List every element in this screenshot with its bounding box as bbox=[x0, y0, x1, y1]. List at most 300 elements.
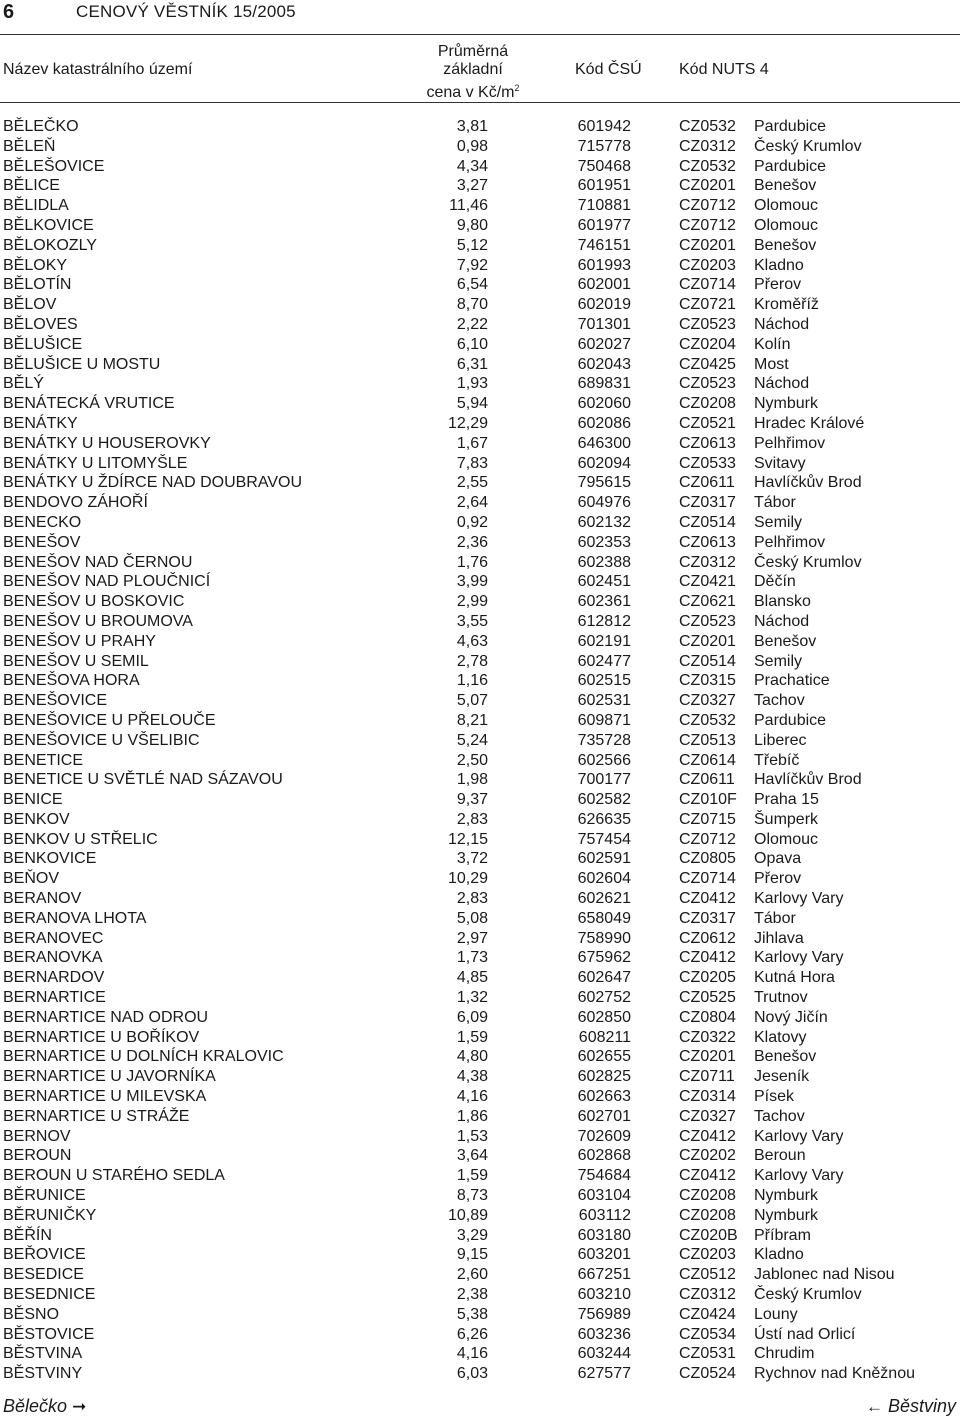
publication-title: CENOVÝ VĚSTNÍK 15/2005 bbox=[76, 2, 296, 21]
page-header bbox=[0, 0, 960, 24]
cell-name: BEŘOVICE bbox=[3, 1246, 86, 1264]
cell-district: Český Krumlov bbox=[754, 553, 862, 571]
cell-name: BERNARTICE U STRÁŽE bbox=[3, 1107, 190, 1125]
table-row bbox=[0, 1344, 960, 1364]
cell-nuts-code: CZ0524 bbox=[679, 1365, 736, 1383]
table-row bbox=[0, 414, 960, 434]
cell-price: 1,32 bbox=[456, 989, 488, 1007]
cell-name: BERNARTICE bbox=[3, 989, 106, 1007]
cell-price: 6,10 bbox=[456, 335, 488, 353]
cell-district: Náchod bbox=[754, 612, 810, 630]
table-row bbox=[0, 849, 960, 869]
table-row bbox=[0, 810, 960, 830]
column-header-price bbox=[410, 43, 536, 102]
cell-price: 9,15 bbox=[456, 1246, 488, 1264]
cell-name: BENEŠOV U PRAHY bbox=[3, 632, 156, 650]
table-row bbox=[0, 1008, 960, 1028]
cell-name: BERANOVEC bbox=[3, 929, 104, 947]
cell-price: 1,73 bbox=[456, 949, 488, 967]
cell-name: BENÁTECKÁ VRUTICE bbox=[3, 395, 175, 413]
cell-name: BERANOV bbox=[3, 890, 82, 908]
table-row bbox=[0, 790, 960, 810]
cell-district: Tachov bbox=[754, 692, 805, 710]
table-row bbox=[0, 1107, 960, 1127]
cell-name: BERNARTICE NAD ODROU bbox=[3, 1008, 209, 1026]
cell-nuts-code: CZ0531 bbox=[679, 1345, 736, 1363]
cell-nuts-code: CZ0715 bbox=[679, 810, 736, 828]
cell-csu-code: 735728 bbox=[577, 731, 631, 749]
cell-csu-code: 603201 bbox=[577, 1246, 631, 1264]
table-row bbox=[0, 929, 960, 949]
price-unit-exponent: 2 bbox=[514, 83, 520, 93]
cell-district: Přerov bbox=[754, 276, 802, 294]
cell-csu-code: 603244 bbox=[577, 1345, 631, 1363]
cell-district: Havlíčkův Brod bbox=[754, 474, 862, 492]
cell-price: 10,89 bbox=[447, 1206, 488, 1224]
cell-csu-code: 603236 bbox=[577, 1325, 631, 1343]
price-table bbox=[0, 117, 960, 1384]
cell-name: BENEŠOV NAD ČERNOU bbox=[3, 553, 193, 571]
column-header-price-line2: základní bbox=[443, 61, 503, 78]
cell-name: BENKOV U STŘELIC bbox=[3, 830, 158, 848]
cell-csu-code: 689831 bbox=[577, 375, 631, 393]
footer-first-entry bbox=[3, 1394, 86, 1419]
table-row bbox=[0, 216, 960, 236]
arrow-right-icon: ➞ bbox=[72, 1397, 87, 1416]
table-row bbox=[0, 1285, 960, 1305]
cell-district: Opava bbox=[754, 850, 802, 868]
cell-csu-code: 603210 bbox=[577, 1286, 631, 1304]
cell-price: 3,29 bbox=[456, 1226, 488, 1244]
cell-csu-code: 602582 bbox=[577, 791, 631, 809]
table-row bbox=[0, 137, 960, 157]
cell-csu-code: 602043 bbox=[577, 355, 631, 373]
cell-nuts-code: CZ0525 bbox=[679, 989, 736, 1007]
cell-price: 8,21 bbox=[456, 711, 488, 729]
cell-district: Klatovy bbox=[754, 1028, 807, 1046]
cell-nuts-code: CZ0521 bbox=[679, 414, 736, 432]
cell-district: Rychnov nad Kněžnou bbox=[754, 1365, 915, 1383]
cell-name: BĚLOTÍN bbox=[3, 276, 72, 294]
table-row bbox=[0, 1047, 960, 1067]
cell-name: BĚLIDLA bbox=[3, 197, 69, 215]
cell-csu-code: 700177 bbox=[577, 771, 631, 789]
cell-csu-code: 602515 bbox=[577, 672, 631, 690]
cell-price: 2,55 bbox=[456, 474, 488, 492]
cell-nuts-code: CZ0322 bbox=[679, 1028, 736, 1046]
cell-name: BERNARTICE U JAVORNÍKA bbox=[3, 1068, 216, 1086]
cell-csu-code: 608211 bbox=[578, 1028, 631, 1046]
table-row bbox=[0, 236, 960, 256]
table-row bbox=[0, 176, 960, 196]
cell-district: Havlíčkův Brod bbox=[754, 771, 862, 789]
table-row bbox=[0, 1067, 960, 1087]
table-row bbox=[0, 652, 960, 672]
cell-name: BENDOVO ZÁHOŘÍ bbox=[3, 494, 148, 512]
cell-price: 1,16 bbox=[456, 672, 488, 690]
table-row bbox=[0, 711, 960, 731]
cell-name: BĚLOV bbox=[3, 296, 57, 314]
cell-nuts-code: CZ0523 bbox=[679, 315, 736, 333]
cell-district: Semily bbox=[754, 652, 803, 670]
cell-price: 12,29 bbox=[447, 414, 488, 432]
cell-name: BENEŠOVICE U VŠELIBIC bbox=[3, 731, 200, 749]
cell-name: BERNOV bbox=[3, 1127, 71, 1145]
cell-nuts-code: CZ0512 bbox=[679, 1266, 736, 1284]
table-row bbox=[0, 572, 960, 592]
table-row bbox=[0, 157, 960, 177]
cell-nuts-code: CZ0421 bbox=[679, 573, 736, 591]
column-header-price-line1: Průměrná bbox=[437, 43, 509, 60]
cell-district: Nymburk bbox=[754, 1206, 819, 1224]
cell-price: 2,78 bbox=[456, 652, 488, 670]
cell-name: BĚLOVES bbox=[3, 315, 78, 333]
column-header-price-line3 bbox=[410, 79, 536, 102]
cell-district: Děčín bbox=[754, 573, 796, 591]
cell-nuts-code: CZ0201 bbox=[679, 236, 736, 254]
cell-nuts-code: CZ0611 bbox=[679, 771, 735, 789]
cell-csu-code: 601942 bbox=[577, 118, 631, 135]
cell-nuts-code: CZ0315 bbox=[679, 672, 736, 690]
cell-price: 4,85 bbox=[456, 969, 488, 987]
cell-csu-code: 602191 bbox=[577, 632, 631, 650]
cell-nuts-code: CZ0201 bbox=[679, 177, 736, 195]
cell-nuts-code: CZ0534 bbox=[679, 1325, 736, 1343]
cell-nuts-code: CZ0208 bbox=[679, 395, 736, 413]
cell-csu-code: 626635 bbox=[577, 810, 631, 828]
cell-csu-code: 701301 bbox=[577, 315, 631, 333]
cell-district: Pelhřimov bbox=[754, 434, 826, 452]
cell-district: Kroměříž bbox=[754, 296, 819, 314]
cell-csu-code: 710881 bbox=[577, 197, 631, 215]
cell-csu-code: 627577 bbox=[577, 1365, 631, 1383]
cell-nuts-code: CZ0412 bbox=[679, 1167, 736, 1185]
cell-nuts-code: CZ0523 bbox=[679, 612, 736, 630]
cell-district: Liberec bbox=[754, 731, 807, 749]
cell-name: BENETICE bbox=[3, 751, 84, 769]
cell-nuts-code: CZ0312 bbox=[679, 137, 736, 155]
cell-district: Šumperk bbox=[754, 810, 819, 828]
cell-name: BENICE bbox=[3, 791, 63, 809]
cell-csu-code: 667251 bbox=[577, 1266, 631, 1284]
cell-name: BENETICE U SVĚTLÉ NAD SÁZAVOU bbox=[3, 771, 283, 789]
cell-price: 6,31 bbox=[456, 355, 488, 373]
cell-csu-code: 602825 bbox=[577, 1068, 631, 1086]
cell-nuts-code: CZ0513 bbox=[679, 731, 736, 749]
cell-district: Český Krumlov bbox=[754, 137, 862, 155]
table-row bbox=[0, 889, 960, 909]
last-entry-name: Běstviny bbox=[887, 1396, 956, 1416]
cell-nuts-code: CZ0712 bbox=[679, 197, 736, 215]
cell-district: Benešov bbox=[754, 236, 817, 254]
cell-district: Český Krumlov bbox=[754, 1286, 862, 1304]
cell-price: 2,64 bbox=[456, 494, 488, 512]
cell-nuts-code: CZ0533 bbox=[679, 454, 736, 472]
cell-csu-code: 602591 bbox=[577, 850, 631, 868]
cell-csu-code: 715778 bbox=[577, 137, 631, 155]
cell-name: BĚSTVINA bbox=[3, 1345, 83, 1363]
table-row bbox=[0, 948, 960, 968]
cell-name: BERNARTICE U MILEVSKA bbox=[3, 1088, 207, 1106]
cell-district: Benešov bbox=[754, 1048, 817, 1066]
cell-price: 6,09 bbox=[456, 1008, 488, 1026]
cell-price: 6,03 bbox=[456, 1365, 488, 1383]
table-row bbox=[0, 1245, 960, 1265]
cell-name: BĚLÝ bbox=[3, 375, 44, 393]
cell-nuts-code: CZ0327 bbox=[679, 692, 736, 710]
cell-price: 6,54 bbox=[456, 276, 488, 294]
cell-csu-code: 758990 bbox=[577, 929, 631, 947]
cell-csu-code: 658049 bbox=[577, 909, 631, 927]
cell-csu-code: 602868 bbox=[577, 1147, 631, 1165]
table-row bbox=[0, 731, 960, 751]
table-row bbox=[0, 1265, 960, 1285]
cell-name: BENEŠOVA HORA bbox=[3, 672, 140, 690]
table-row bbox=[0, 394, 960, 414]
column-header-csu: Kód ČSÚ bbox=[575, 61, 642, 78]
cell-csu-code: 750468 bbox=[577, 157, 631, 175]
table-row bbox=[0, 117, 960, 137]
cell-csu-code: 602655 bbox=[577, 1048, 631, 1066]
cell-district: Přerov bbox=[754, 870, 802, 888]
table-row bbox=[0, 770, 960, 790]
table-row bbox=[0, 513, 960, 533]
header-top-rule bbox=[0, 34, 960, 35]
cell-district: Karlovy Vary bbox=[754, 1167, 844, 1185]
cell-csu-code: 602647 bbox=[577, 969, 631, 987]
cell-district: Ústí nad Orlicí bbox=[754, 1325, 856, 1343]
cell-name: BENEŠOV U BROUMOVA bbox=[3, 612, 193, 630]
cell-nuts-code: CZ0205 bbox=[679, 969, 736, 987]
cell-price: 1,59 bbox=[456, 1028, 488, 1046]
cell-csu-code: 795615 bbox=[577, 474, 631, 492]
cell-district: Nymburk bbox=[754, 1187, 819, 1205]
cell-csu-code: 602621 bbox=[577, 890, 631, 908]
cell-nuts-code: CZ0805 bbox=[679, 850, 736, 868]
cell-csu-code: 601993 bbox=[577, 256, 631, 274]
table-row bbox=[0, 612, 960, 632]
cell-district: Olomouc bbox=[754, 216, 819, 234]
cell-nuts-code: CZ010F bbox=[679, 791, 737, 809]
cell-name: BĚSNO bbox=[3, 1305, 60, 1323]
cell-nuts-code: CZ0532 bbox=[679, 118, 736, 135]
cell-price: 3,27 bbox=[456, 177, 488, 195]
cell-csu-code: 602027 bbox=[577, 335, 631, 353]
cell-nuts-code: CZ0312 bbox=[679, 1286, 736, 1304]
cell-name: BĚRUNICE bbox=[3, 1187, 86, 1205]
cell-name: BERANOVKA bbox=[3, 949, 103, 967]
cell-price: 3,72 bbox=[456, 850, 488, 868]
table-row bbox=[0, 315, 960, 335]
cell-nuts-code: CZ0201 bbox=[679, 632, 736, 650]
cell-district: Most bbox=[754, 355, 789, 373]
cell-name: BĚLOKY bbox=[3, 256, 68, 274]
cell-price: 4,34 bbox=[456, 157, 488, 175]
cell-nuts-code: CZ0721 bbox=[679, 296, 736, 314]
cell-csu-code: 602060 bbox=[577, 395, 631, 413]
cell-nuts-code: CZ020B bbox=[679, 1226, 738, 1244]
cell-csu-code: 702609 bbox=[577, 1127, 631, 1145]
cell-csu-code: 602477 bbox=[577, 652, 631, 670]
cell-name: BĚLUŠICE bbox=[3, 335, 83, 353]
cell-price: 3,81 bbox=[456, 118, 488, 135]
cell-nuts-code: CZ0621 bbox=[679, 593, 736, 611]
cell-nuts-code: CZ0714 bbox=[679, 276, 736, 294]
cell-csu-code: 602094 bbox=[577, 454, 631, 472]
cell-district: Náchod bbox=[754, 375, 810, 393]
cell-district: Jeseník bbox=[754, 1068, 810, 1086]
cell-district: Prachatice bbox=[754, 672, 830, 690]
cell-price: 1,53 bbox=[456, 1127, 488, 1145]
cell-csu-code: 754684 bbox=[577, 1167, 631, 1185]
cell-name: BERANOVA LHOTA bbox=[3, 909, 147, 927]
cell-nuts-code: CZ0424 bbox=[679, 1305, 736, 1323]
cell-name: BERNARTICE U DOLNÍCH KRALOVIC bbox=[3, 1048, 284, 1066]
table-row bbox=[0, 1028, 960, 1048]
cell-nuts-code: CZ0314 bbox=[679, 1088, 736, 1106]
cell-price: 8,73 bbox=[456, 1187, 488, 1205]
cell-nuts-code: CZ0202 bbox=[679, 1147, 736, 1165]
cell-csu-code: 757454 bbox=[577, 830, 631, 848]
cell-district: Kolín bbox=[754, 335, 791, 353]
page-footer bbox=[0, 1394, 960, 1418]
cell-price: 2,50 bbox=[456, 751, 488, 769]
cell-price: 1,59 bbox=[456, 1167, 488, 1185]
cell-name: BERNARTICE U BOŘÍKOV bbox=[3, 1028, 200, 1046]
cell-nuts-code: CZ0612 bbox=[679, 929, 736, 947]
cell-price: 4,38 bbox=[456, 1068, 488, 1086]
footer-last-entry bbox=[866, 1394, 956, 1419]
cell-nuts-code: CZ0712 bbox=[679, 216, 736, 234]
cell-name: BENEŠOVICE bbox=[3, 692, 108, 710]
cell-price: 9,37 bbox=[456, 791, 488, 809]
header-bottom-rule bbox=[0, 102, 960, 103]
cell-name: BENEŠOV U BOSKOVIC bbox=[3, 593, 185, 611]
cell-csu-code: 602604 bbox=[577, 870, 631, 888]
table-row bbox=[0, 751, 960, 771]
cell-district: Tábor bbox=[754, 494, 796, 512]
cell-price: 7,92 bbox=[456, 256, 488, 274]
cell-nuts-code: CZ0201 bbox=[679, 1048, 736, 1066]
cell-nuts-code: CZ0611 bbox=[679, 474, 735, 492]
cell-csu-code: 602132 bbox=[577, 513, 631, 531]
cell-name: BĚSTVINY bbox=[3, 1365, 83, 1383]
cell-price: 12,15 bbox=[447, 830, 488, 848]
cell-price: 2,83 bbox=[456, 890, 488, 908]
cell-price: 2,22 bbox=[456, 315, 488, 333]
cell-name: BĚLUŠICE U MOSTU bbox=[3, 355, 161, 373]
cell-nuts-code: CZ0312 bbox=[679, 553, 736, 571]
cell-csu-code: 602353 bbox=[577, 533, 631, 551]
table-row bbox=[0, 1364, 960, 1384]
cell-price: 1,67 bbox=[456, 434, 488, 452]
cell-district: Tábor bbox=[754, 909, 796, 927]
cell-nuts-code: CZ0532 bbox=[679, 157, 736, 175]
cell-district: Semily bbox=[754, 513, 803, 531]
table-row bbox=[0, 1325, 960, 1345]
cell-district: Blansko bbox=[754, 593, 811, 611]
table-row bbox=[0, 275, 960, 295]
cell-price: 2,99 bbox=[456, 593, 488, 611]
cell-price: 3,99 bbox=[456, 573, 488, 591]
cell-csu-code: 601951 bbox=[577, 177, 631, 195]
cell-price: 2,60 bbox=[456, 1266, 488, 1284]
cell-nuts-code: CZ0614 bbox=[679, 751, 736, 769]
cell-name: BĚLICE bbox=[3, 177, 60, 195]
cell-nuts-code: CZ0203 bbox=[679, 1246, 736, 1264]
cell-nuts-code: CZ0712 bbox=[679, 830, 736, 848]
cell-price: 4,63 bbox=[456, 632, 488, 650]
cell-price: 3,55 bbox=[456, 612, 488, 630]
cell-name: BEROUN U STARÉHO SEDLA bbox=[3, 1167, 225, 1185]
cell-price: 6,26 bbox=[456, 1325, 488, 1343]
cell-price: 4,16 bbox=[456, 1345, 488, 1363]
cell-district: Jablonec nad Nisou bbox=[754, 1266, 895, 1284]
cell-district: Benešov bbox=[754, 177, 817, 195]
cell-district: Louny bbox=[754, 1305, 798, 1323]
table-row bbox=[0, 473, 960, 493]
cell-price: 5,38 bbox=[456, 1305, 488, 1323]
column-header-nuts: Kód NUTS 4 bbox=[679, 61, 769, 78]
table-row bbox=[0, 434, 960, 454]
table-row bbox=[0, 553, 960, 573]
cell-nuts-code: CZ0804 bbox=[679, 1008, 736, 1026]
cell-name: BENÁTKY U HOUSEROVKY bbox=[3, 434, 211, 452]
cell-price: 4,80 bbox=[456, 1048, 488, 1066]
cell-nuts-code: CZ0412 bbox=[679, 1127, 736, 1145]
cell-nuts-code: CZ0204 bbox=[679, 335, 736, 353]
cell-price: 0,98 bbox=[456, 137, 488, 155]
cell-nuts-code: CZ0613 bbox=[679, 434, 736, 452]
table-row bbox=[0, 355, 960, 375]
cell-csu-code: 612812 bbox=[577, 612, 631, 630]
cell-csu-code: 602388 bbox=[577, 553, 631, 571]
cell-csu-code: 602086 bbox=[577, 414, 631, 432]
table-row bbox=[0, 1305, 960, 1325]
cell-csu-code: 756989 bbox=[577, 1305, 631, 1323]
cell-price: 9,80 bbox=[456, 216, 488, 234]
cell-nuts-code: CZ0514 bbox=[679, 652, 736, 670]
cell-district: Třebíč bbox=[754, 751, 800, 769]
cell-csu-code: 602663 bbox=[577, 1088, 631, 1106]
cell-csu-code: 602361 bbox=[577, 593, 631, 611]
table-row bbox=[0, 256, 960, 276]
cell-csu-code: 646300 bbox=[577, 434, 631, 452]
cell-name: BĚSTOVICE bbox=[3, 1325, 95, 1343]
cell-price: 1,86 bbox=[456, 1107, 488, 1125]
cell-district: Benešov bbox=[754, 632, 817, 650]
cell-district: Pardubice bbox=[754, 157, 827, 175]
cell-name: BENÁTKY U ŽDÍRCE NAD DOUBRAVOU bbox=[3, 474, 303, 492]
cell-district: Náchod bbox=[754, 315, 810, 333]
cell-nuts-code: CZ0317 bbox=[679, 494, 736, 512]
table-row bbox=[0, 295, 960, 315]
cell-nuts-code: CZ0412 bbox=[679, 890, 736, 908]
cell-price: 5,08 bbox=[456, 909, 488, 927]
cell-district: Příbram bbox=[754, 1226, 811, 1244]
table-row bbox=[0, 691, 960, 711]
cell-district: Kladno bbox=[754, 256, 804, 274]
table-row bbox=[0, 533, 960, 553]
cell-price: 1,98 bbox=[456, 771, 488, 789]
cell-nuts-code: CZ0714 bbox=[679, 870, 736, 888]
cell-csu-code: 604976 bbox=[577, 494, 631, 512]
cell-district: Pardubice bbox=[754, 118, 827, 135]
table-row bbox=[0, 1087, 960, 1107]
cell-price: 3,64 bbox=[456, 1147, 488, 1165]
table-row bbox=[0, 454, 960, 474]
cell-price: 5,24 bbox=[456, 731, 488, 749]
